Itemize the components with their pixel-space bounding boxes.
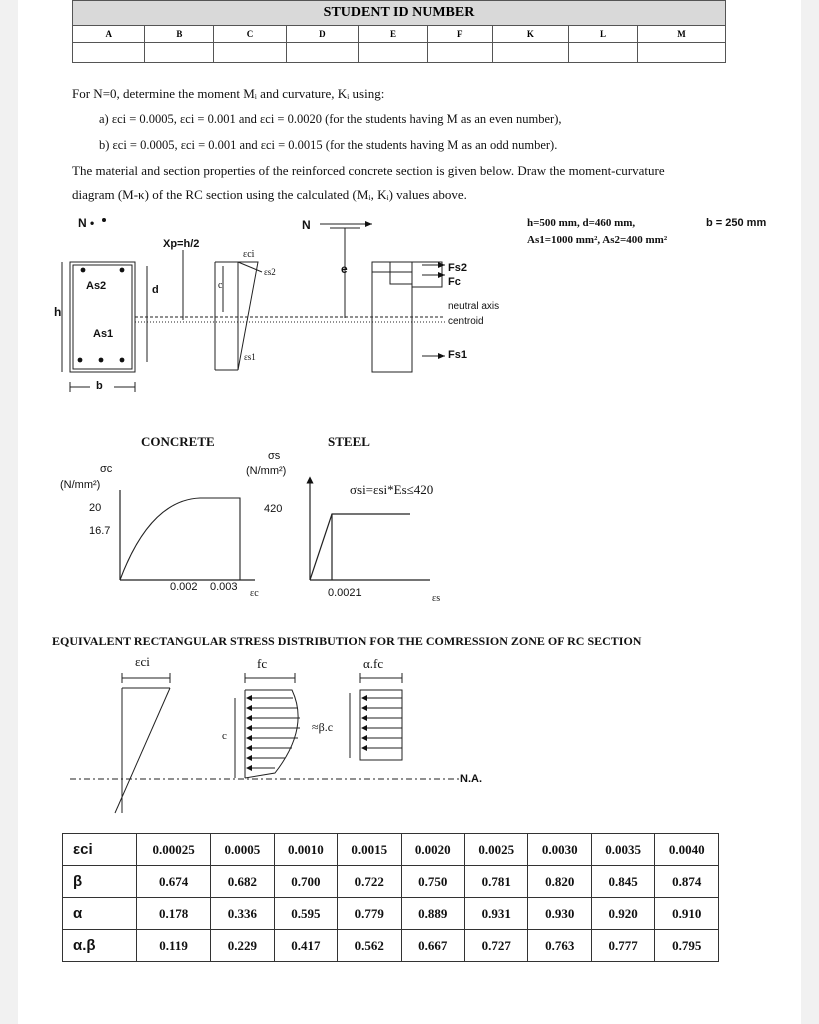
table-cell: 0.910 (655, 898, 719, 930)
table-cell: 0.889 (401, 898, 464, 930)
table-cell: 0.722 (338, 866, 401, 898)
d-label: d (152, 284, 159, 296)
table-row (63, 930, 719, 962)
table-cell: 0.595 (274, 898, 337, 930)
eq-eps-label: εci (135, 654, 150, 669)
id-digit-cell[interactable] (427, 43, 492, 63)
option-a: a) εci = 0.0005, εci = 0.001 and εci = 0.0020 (for the students having M as an even number), (99, 112, 562, 126)
table-header-row (63, 834, 719, 866)
table-cell: 0.0015 (338, 834, 401, 866)
steel-title: STEEL (328, 434, 370, 449)
table-cell: 0.0020 (401, 834, 464, 866)
axial-load-right: N (302, 218, 311, 232)
steel-eps: εs (432, 593, 441, 604)
table-cell: 0.178 (137, 898, 211, 930)
table-cell: 0.562 (338, 930, 401, 962)
table-cell: 0.930 (528, 898, 591, 930)
table-cell: 0.229 (211, 930, 274, 962)
table-cell: 0.682 (211, 866, 274, 898)
steel-sigma: σs (268, 450, 281, 462)
table-cell: α (63, 898, 137, 930)
id-letter: E (359, 26, 428, 43)
concrete-sigma: σc (100, 463, 113, 475)
table-cell: 0.119 (137, 930, 211, 962)
table-cell: 0.0035 (591, 834, 654, 866)
id-letter: L (569, 26, 638, 43)
e-label: e (341, 262, 348, 276)
fs1-label: Fs1 (448, 349, 467, 361)
table-cell: 0.931 (465, 898, 528, 930)
centroid-label: centroid (448, 316, 484, 327)
concrete-unit: (N/mm²) (60, 479, 101, 491)
id-digit-cell[interactable] (214, 43, 286, 63)
id-letter: A (73, 26, 145, 43)
table-row (63, 898, 719, 930)
table-cell: 0.0010 (274, 834, 337, 866)
table-cell: α.β (63, 930, 137, 962)
concrete-y20: 20 (89, 502, 102, 514)
problem-intro: For N=0, determine the moment Mᵢ and curvature, Kᵢ using: (72, 86, 385, 101)
eps-s2-label: εs2 (264, 267, 276, 277)
id-digit-cell[interactable] (73, 43, 145, 63)
eq-fc-label: fc (257, 656, 268, 671)
table-cell: 0.820 (528, 866, 591, 898)
b-label: b (96, 380, 103, 392)
id-letter: D (286, 26, 358, 43)
id-letter: M (637, 26, 725, 43)
eq-afc-label: α.fc (363, 656, 384, 671)
table-cell: 0.874 (655, 866, 719, 898)
table-cell: 0.920 (591, 898, 654, 930)
id-letter: B (145, 26, 214, 43)
table-cell: 0.0005 (211, 834, 274, 866)
table-cell: β (63, 866, 137, 898)
steel-x1: 0.0021 (328, 587, 362, 599)
h-label: h (54, 305, 62, 319)
table-cell: 0.781 (465, 866, 528, 898)
id-digit-cell[interactable] (637, 43, 725, 63)
table-cell: 0.0025 (465, 834, 528, 866)
id-digit-cell[interactable] (492, 43, 568, 63)
alpha-beta-table (62, 833, 719, 962)
fs2-label: Fs2 (448, 262, 467, 274)
problem-line4: diagram (M-κ) of the RC section using the calculated (Mᵢ, Kᵢ) values above. (72, 187, 467, 202)
fc-label: Fc (448, 276, 461, 288)
concrete-x2: 0.003 (210, 581, 238, 593)
steel-formula: σsi=εsi*Es≤420 (350, 482, 434, 497)
eps-ci-label: εci (243, 249, 255, 260)
id-letter: F (427, 26, 492, 43)
table-cell: 0.845 (591, 866, 654, 898)
problem-line3: The material and section properties of the reinforced concrete section is given below. Draw the moment-curvature (72, 163, 665, 178)
id-digit-cell[interactable] (569, 43, 638, 63)
concrete-eps: εc (250, 588, 259, 599)
eps-s1-label: εs1 (244, 352, 256, 362)
material-curves (110, 470, 470, 610)
c-label: c (218, 280, 223, 291)
table-cell: 0.00025 (137, 834, 211, 866)
id-digit-cell[interactable] (359, 43, 428, 63)
section-props-b: b = 250 mm (706, 217, 767, 229)
table-cell: 0.779 (338, 898, 401, 930)
student-id-title: STUDENT ID NUMBER (73, 1, 726, 26)
eq-bc-label: ≈β.c (312, 720, 334, 734)
neutral-axis-label: neutral axis (448, 301, 500, 312)
table-cell: 0.750 (401, 866, 464, 898)
table-cell: εci (63, 834, 137, 866)
table-row (63, 866, 719, 898)
id-digit-cell[interactable] (145, 43, 214, 63)
table-cell: 0.795 (655, 930, 719, 962)
eq-na-label: N.A. (460, 773, 482, 785)
equivalent-title: EQUIVALENT RECTANGULAR STRESS DISTRIBUTION FOR THE COMRESSION ZONE OF RC SECTION (52, 634, 642, 648)
table-cell: 0.417 (274, 930, 337, 962)
table-cell: 0.674 (137, 866, 211, 898)
table-cell: 0.763 (528, 930, 591, 962)
steel-unit: (N/mm²) (246, 465, 287, 477)
xp-label: Xp=h/2 (163, 238, 200, 250)
id-digit-cell[interactable] (286, 43, 358, 63)
student-id-table (72, 0, 726, 63)
eq-c-label: c (222, 730, 227, 742)
section-props-line2: As1=1000 mm², As2=400 mm² (527, 234, 668, 246)
option-b: b) εci = 0.0005, εci = 0.001 and εci = 0.0015 (for the students having M as an odd number). (99, 138, 558, 152)
table-cell: 0.700 (274, 866, 337, 898)
equivalent-stress-diagram (60, 668, 460, 818)
as2-label: As2 (86, 280, 107, 292)
concrete-title: CONCRETE (141, 434, 215, 449)
table-cell: 0.727 (465, 930, 528, 962)
concrete-y167: 16.7 (89, 525, 111, 537)
table-cell: 0.336 (211, 898, 274, 930)
axial-load-left: N • (78, 216, 95, 230)
steel-y420: 420 (264, 503, 283, 515)
table-cell: 0.0030 (528, 834, 591, 866)
table-cell: 0.0040 (655, 834, 719, 866)
table-cell: 0.667 (401, 930, 464, 962)
id-letter: C (214, 26, 286, 43)
section-props-line1: h=500 mm, d=460 mm, (527, 217, 636, 229)
concrete-x1: 0.002 (170, 581, 198, 593)
as1-label: As1 (93, 328, 114, 340)
id-letter: K (492, 26, 568, 43)
table-cell: 0.777 (591, 930, 654, 962)
